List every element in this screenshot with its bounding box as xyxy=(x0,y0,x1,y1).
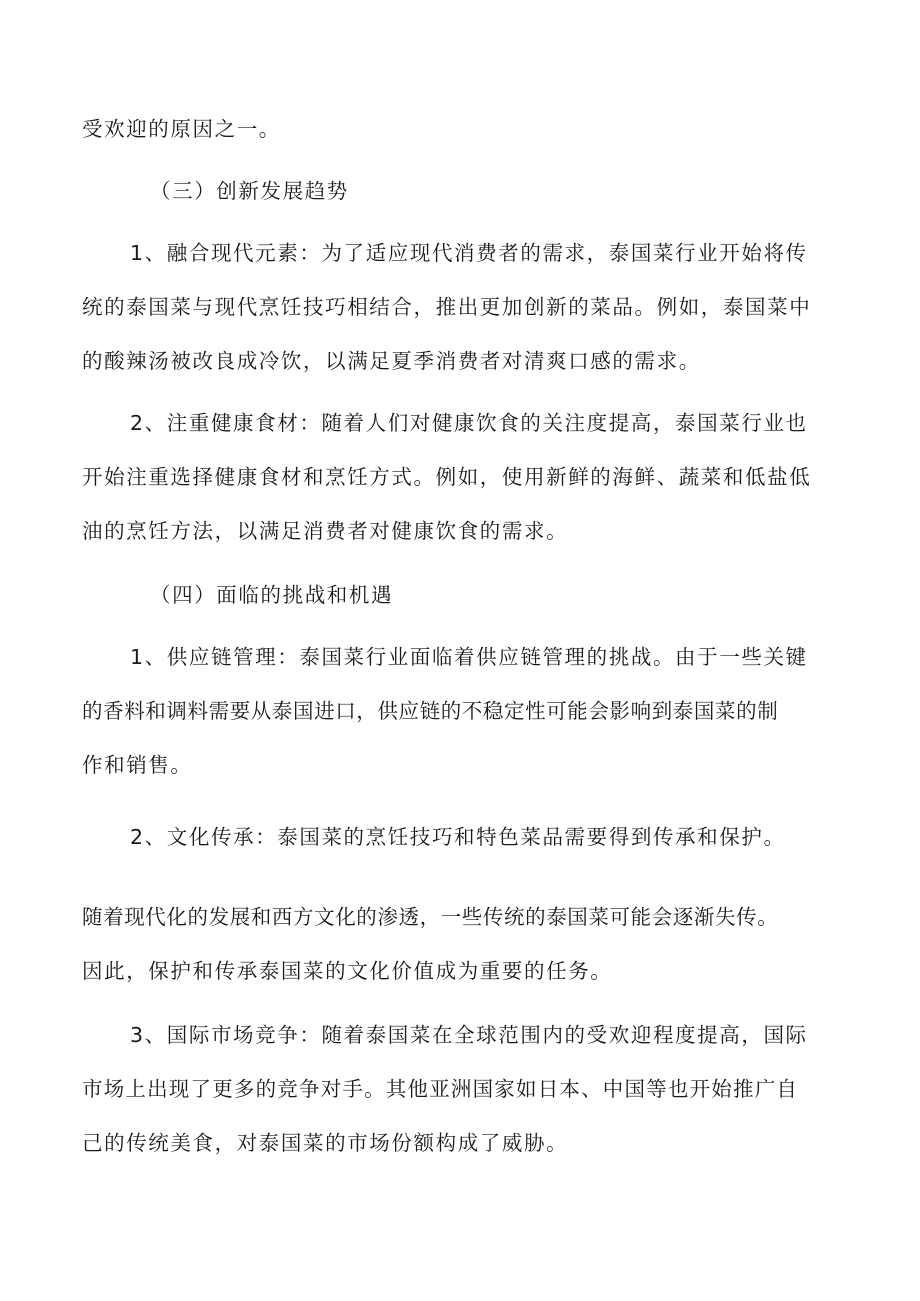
paragraph-line: 己的传统美食，对泰国菜的市场份额构成了威胁。 xyxy=(82,1131,569,1155)
paragraph-line: 的酸辣汤被改良成冷饮，以满足夏季消费者对清爽口感的需求。 xyxy=(82,349,701,373)
paragraph-line: 2、文化传承：泰国菜的烹饪技巧和特色菜品需要得到传承和保护。 xyxy=(130,825,786,849)
paragraph-line: 1、融合现代元素：为了适应现代消费者的需求，泰国菜行业开始将传 xyxy=(130,241,808,265)
paragraph-line: 3、国际市场竞争：随着泰国菜在全球范围内的受欢迎程度提高，国际 xyxy=(130,1023,808,1047)
paragraph-line: 油的烹饪方法，以满足消费者对健康饮食的需求。 xyxy=(82,519,569,543)
section-heading-4: （四）面临的挑战和机遇 xyxy=(150,583,394,607)
paragraph-line: 统的泰国菜与现代烹饪技巧相结合，推出更加创新的菜品。例如，泰国菜中 xyxy=(82,295,812,319)
paragraph-line: 随着现代化的发展和西方文化的渗透，一些传统的泰国菜可能会逐渐失传。 xyxy=(82,905,779,929)
paragraph-line: 因此，保护和传承泰国菜的文化价值成为重要的任务。 xyxy=(82,959,613,983)
paragraph-line: 受欢迎的原因之一。 xyxy=(82,117,281,141)
paragraph-line: 市场上出现了更多的竞争对手。其他亚洲国家如日本、中国等也开始推广自 xyxy=(82,1077,799,1101)
paragraph-line: 1、供应链管理：泰国菜行业面临着供应链管理的挑战。由于一些关键 xyxy=(130,645,808,669)
paragraph-line: 的香料和调料需要从泰国进口，供应链的不稳定性可能会影响到泰国菜的制 xyxy=(82,699,779,723)
paragraph-line: 2、注重健康食材：随着人们对健康饮食的关注度提高，泰国菜行业也 xyxy=(130,411,808,435)
paragraph-line: 作和销售。 xyxy=(82,753,193,777)
section-heading-3: （三）创新发展趋势 xyxy=(150,179,349,203)
paragraph-line: 开始注重选择健康食材和烹饪方式。例如，使用新鲜的海鲜、蔬菜和低盐低 xyxy=(82,465,812,489)
